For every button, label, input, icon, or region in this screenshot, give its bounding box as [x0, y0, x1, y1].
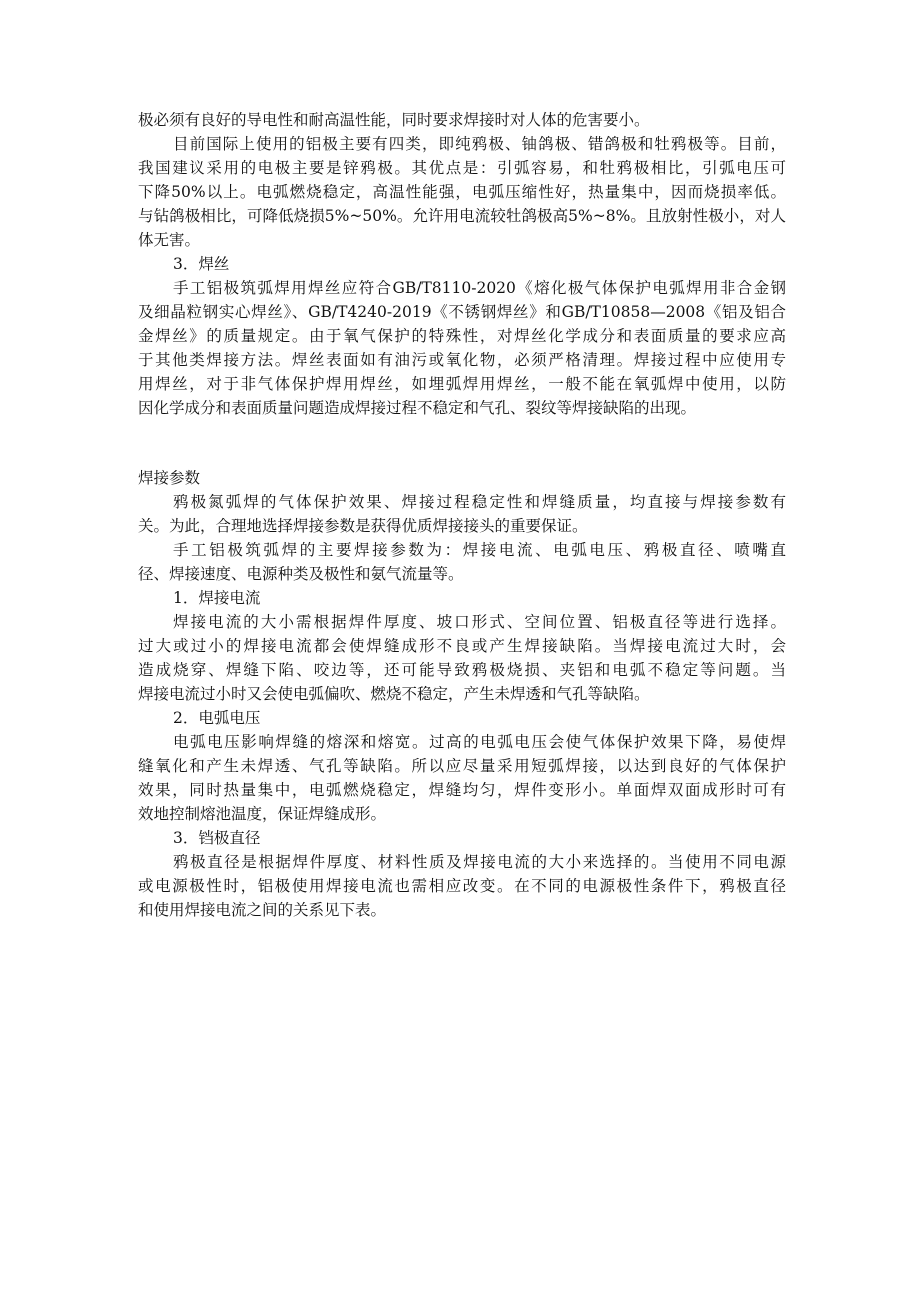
text-line: 径、焊接速度、电源种类及极性和氨气流量等。 [138, 565, 464, 583]
paragraph [138, 610, 786, 706]
paragraph [138, 850, 786, 922]
text-line: 极必须有良好的导电性和耐高温性能，同时要求焊接时对人体的危害要小。 [138, 111, 650, 129]
text-line: 效地控制熔池温度，保证焊缝成形。 [138, 805, 387, 823]
text-line: 电弧电压影响焊缝的熔深和熔宽。过高的电弧电压会使气体保护效果下降，易使焊 [173, 733, 786, 751]
text-line: 体无害。 [138, 231, 201, 249]
text-line: 焊接电流过小时又会使电弧偏吹、燃烧不稳定，产生未焊透和气孔等缺陷。 [138, 685, 650, 703]
text-line: 关。为此，合理地选择焊接参数是获得优质焊接接头的重要保证。 [138, 517, 588, 535]
text-line: 和使用焊接电流之间的关系见下表。 [138, 901, 387, 919]
section-gap [138, 420, 786, 466]
text-line: 造成烧穿、焊缝下陷、咬边等，还可能导致鸦极烧损、夹铝和电弧不稳定等问题。当 [138, 661, 786, 679]
text-line: 手工铝极筑弧焊的主要焊接参数为：焊接电流、电弧电压、鸦极直径、喷嘴直 [173, 541, 786, 559]
subsection-heading [138, 252, 786, 276]
subsection-heading [138, 706, 786, 730]
paragraph [138, 538, 786, 586]
text-line: 我国建议采用的电极主要是锌鸦极。其优点是：引弧容易，和牡鸦极相比，引弧电压可 [138, 159, 786, 177]
paragraph [138, 490, 786, 538]
document-body [138, 108, 786, 922]
text-line: 鸦极氮弧焊的气体保护效果、焊接过程稳定性和焊缝质量，均直接与焊接参数有 [173, 493, 786, 511]
subsection-heading [138, 826, 786, 850]
text-line: 效果，同时热量集中，电弧燃烧稳定，焊缝均匀，焊件变形小。单面焊双面成形时可有 [138, 781, 786, 799]
text-line: 于其他类焊接方法。焊丝表面如有油污或氧化物，必须严格清理。焊接过程中应使用专 [138, 351, 786, 369]
text-line: 目前国际上使用的铝极主要有四类，即纯鸦极、铀鸽极、错鸽极和牡鸦极等。目前， [173, 135, 786, 153]
paragraph [138, 276, 786, 420]
text-line: 手工铝极筑弧焊用焊丝应符合GB/T8110-2020《熔化极气体保护电弧焊用非合金钢 [173, 279, 786, 297]
paragraph [138, 108, 786, 132]
text-line: 3．铛极直径 [173, 829, 261, 847]
text-line: 与钻鸽极相比，可降低烧损5%~50%。允许用电流较牡鸽极高5%~8%。且放射性极小，对人 [138, 207, 786, 225]
text-line: 用焊丝，对于非气体保护焊用焊丝，如埋弧焊用焊丝，一般不能在氧弧焊中使用，以防 [138, 375, 786, 393]
text-line: 焊接电流的大小需根据焊件厚度、坡口形式、空间位置、铝极直径等进行选择。 [173, 613, 786, 631]
text-line: 下降50%以上。电弧燃烧稳定，高温性能强，电弧压缩性好，热量集中，因而烧损率低。 [138, 183, 786, 201]
text-line: 缝氧化和产生未焊透、气孔等缺陷。所以应尽量采用短弧焊接，以达到良好的气体保护 [138, 757, 786, 775]
text-line: 过大或过小的焊接电流都会使焊缝成形不良或产生焊接缺陷。当焊接电流过大时，会 [138, 637, 786, 655]
text-line: 焊接参数 [138, 469, 201, 487]
text-line: 因化学成分和表面质量问题造成焊接过程不稳定和气孔、裂纹等焊接缺陷的出现。 [138, 399, 697, 417]
subsection-heading [138, 586, 786, 610]
paragraph [138, 730, 786, 826]
text-line: 2．电弧电压 [173, 709, 261, 727]
section-title [138, 466, 786, 490]
text-line: 1．焊接电流 [173, 589, 261, 607]
paragraph [138, 132, 786, 252]
text-line: 及细晶粒钢实心焊丝》、GB/T4240-2019《不锈钢焊丝》和GB/T10858—2008《铝及铝合 [138, 303, 786, 321]
text-line: 3．焊丝 [173, 255, 230, 273]
text-line: 鸦极直径是根据焊件厚度、材料性质及焊接电流的大小来选择的。当使用不同电源 [173, 853, 786, 871]
text-line: 金焊丝》的质量规定。由于氧气保护的特殊性，对焊丝化学成分和表面质量的要求应高 [138, 327, 786, 345]
text-line: 或电源极性时，铝极使用焊接电流也需相应改变。在不同的电源极性条件下，鸦极直径 [138, 877, 786, 895]
